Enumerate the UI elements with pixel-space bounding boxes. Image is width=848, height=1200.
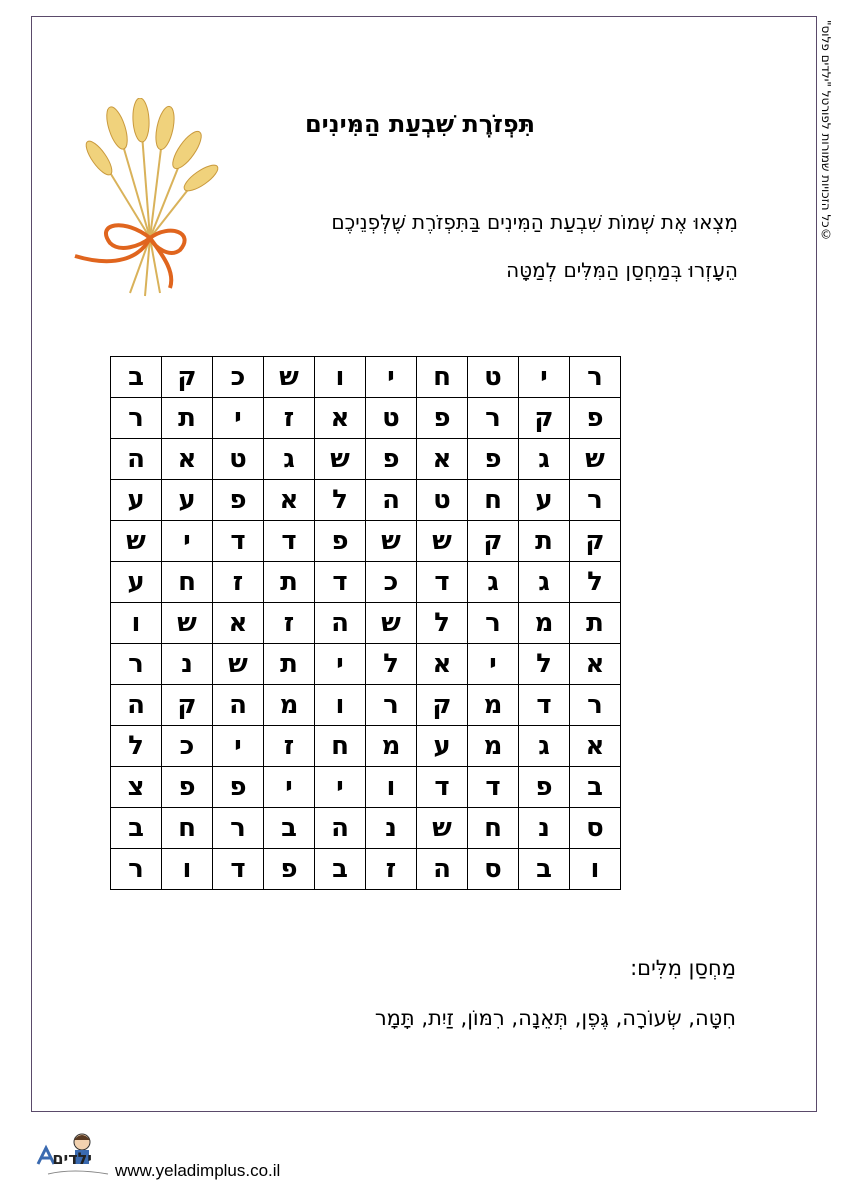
grid-cell: פ xyxy=(162,767,213,808)
grid-cell: ט xyxy=(213,439,264,480)
grid-cell: ג xyxy=(519,726,570,767)
grid-cell: נ xyxy=(162,644,213,685)
grid-cell: ת xyxy=(264,644,315,685)
grid-cell: ה xyxy=(366,480,417,521)
grid-cell: מ xyxy=(519,603,570,644)
grid-cell: א xyxy=(417,439,468,480)
grid-cell: א xyxy=(570,726,621,767)
grid-cell: ו xyxy=(162,849,213,890)
grid-cell: צ xyxy=(111,767,162,808)
grid-cell: פ xyxy=(417,398,468,439)
grid-cell: ה xyxy=(111,439,162,480)
website-url[interactable]: www.yeladimplus.co.il xyxy=(115,1161,281,1180)
grid-cell: ל xyxy=(570,562,621,603)
grid-row xyxy=(111,808,621,849)
grid-cell: ת xyxy=(162,398,213,439)
grid-cell: ו xyxy=(315,685,366,726)
grid-cell: ר xyxy=(111,849,162,890)
grid-cell: ש xyxy=(264,357,315,398)
grid-cell: ע xyxy=(111,480,162,521)
grid-row xyxy=(111,644,621,685)
grid-cell: ל xyxy=(111,726,162,767)
grid-cell: ב xyxy=(570,767,621,808)
copyright-notice: ©כל הזכויות שמורות לפורטל "ילדים פלוס" xyxy=(819,20,833,242)
grid-cell: ק xyxy=(519,398,570,439)
grid-cell: ס xyxy=(468,849,519,890)
grid-cell: ש xyxy=(213,644,264,685)
grid-cell: ה xyxy=(213,685,264,726)
grid-cell: ח xyxy=(162,562,213,603)
grid-cell: ל xyxy=(315,480,366,521)
grid-cell: ק xyxy=(468,521,519,562)
grid-cell: ט xyxy=(417,480,468,521)
grid-cell: ע xyxy=(417,726,468,767)
grid-cell: פ xyxy=(315,521,366,562)
grid-cell: י xyxy=(162,521,213,562)
grid-cell: ש xyxy=(162,603,213,644)
grid-cell: ג xyxy=(468,562,519,603)
grid-row xyxy=(111,398,621,439)
grid-row xyxy=(111,685,621,726)
grid-cell: ד xyxy=(417,767,468,808)
grid-cell: ד xyxy=(264,521,315,562)
grid-row xyxy=(111,439,621,480)
grid-cell: ז xyxy=(264,726,315,767)
grid-cell: ח xyxy=(468,480,519,521)
grid-cell: ה xyxy=(111,685,162,726)
grid-cell: פ xyxy=(264,849,315,890)
grid-cell: י xyxy=(519,357,570,398)
yeladim-plus-logo xyxy=(28,1130,118,1182)
grid-cell: ה xyxy=(315,808,366,849)
grid-cell: פ xyxy=(570,398,621,439)
grid-cell: י xyxy=(468,644,519,685)
word-bank-list: חִטָּה, שְׂעוֹרָה, גֶּפֶן, תְּאֵנָה, רִמּוֹן, זַיִת, תָּמָר xyxy=(374,1006,736,1030)
grid-cell: ר xyxy=(570,480,621,521)
grid-cell: ג xyxy=(264,439,315,480)
grid-cell: כ xyxy=(366,562,417,603)
word-search-grid xyxy=(110,356,621,890)
grid-cell: ר xyxy=(468,603,519,644)
instruction-line-2: הֵעָזְרוּ בְּמַחְסַן הַמִּלִּים לְמַטָּה xyxy=(506,258,738,282)
grid-row xyxy=(111,767,621,808)
grid-cell: ק xyxy=(162,357,213,398)
grid-cell: ט xyxy=(468,357,519,398)
grid-cell: ש xyxy=(417,521,468,562)
grid-cell: ו xyxy=(570,849,621,890)
grid-cell: כ xyxy=(213,357,264,398)
grid-cell: ב xyxy=(264,808,315,849)
grid-cell: ט xyxy=(366,398,417,439)
grid-row xyxy=(111,562,621,603)
grid-cell: ז xyxy=(264,398,315,439)
grid-cell: ב xyxy=(315,849,366,890)
grid-cell: ר xyxy=(111,644,162,685)
grid-cell: פ xyxy=(213,480,264,521)
page-title: תִּפְזֹרֶת שִׁבְעַת הַמִּינִים xyxy=(304,110,536,138)
grid-cell: ק xyxy=(570,521,621,562)
grid-cell: ק xyxy=(417,685,468,726)
instruction-line-1: מִצְאוּ אֶת שְׁמוֹת שִׁבְעַת הַמִּינִים בַּתִּפְזֹרֶת שֶׁלְּפְנֵיכֶם xyxy=(331,210,738,234)
grid-cell: ל xyxy=(417,603,468,644)
grid-cell: א xyxy=(213,603,264,644)
grid-cell: ר xyxy=(468,398,519,439)
grid-cell: ח xyxy=(315,726,366,767)
grid-row xyxy=(111,480,621,521)
grid-cell: ש xyxy=(366,521,417,562)
grid-cell: י xyxy=(315,644,366,685)
grid-cell: ד xyxy=(213,521,264,562)
grid-row xyxy=(111,726,621,767)
grid-cell: ש xyxy=(417,808,468,849)
grid-cell: ע xyxy=(519,480,570,521)
grid-cell: ר xyxy=(366,685,417,726)
grid-cell: ר xyxy=(213,808,264,849)
grid-cell: מ xyxy=(366,726,417,767)
grid-cell: כ xyxy=(162,726,213,767)
grid-cell: ג xyxy=(519,439,570,480)
grid-row xyxy=(111,521,621,562)
grid-cell: ת xyxy=(570,603,621,644)
grid-cell: ש xyxy=(570,439,621,480)
wheat-bundle-icon xyxy=(55,98,230,298)
grid-cell: י xyxy=(366,357,417,398)
grid-cell: י xyxy=(315,767,366,808)
grid-cell: א xyxy=(315,398,366,439)
grid-cell: ל xyxy=(366,644,417,685)
grid-cell: ש xyxy=(366,603,417,644)
grid-cell: ז xyxy=(213,562,264,603)
grid-cell: ו xyxy=(111,603,162,644)
grid-cell: מ xyxy=(468,685,519,726)
grid-cell: ח xyxy=(162,808,213,849)
grid-cell: ס xyxy=(570,808,621,849)
grid-cell: י xyxy=(213,398,264,439)
grid-cell: פ xyxy=(366,439,417,480)
word-bank-label: מַחְסַן מִלִּים: xyxy=(630,956,736,980)
grid-cell: ז xyxy=(366,849,417,890)
grid-cell: י xyxy=(264,767,315,808)
grid-cell: א xyxy=(264,480,315,521)
grid-row xyxy=(111,603,621,644)
grid-cell: ע xyxy=(162,480,213,521)
grid-row xyxy=(111,357,621,398)
grid-cell: ב xyxy=(519,849,570,890)
grid-cell: א xyxy=(162,439,213,480)
grid-cell: ו xyxy=(366,767,417,808)
grid-cell: ת xyxy=(264,562,315,603)
grid-cell: ב xyxy=(111,357,162,398)
grid-cell: ע xyxy=(111,562,162,603)
grid-cell: ר xyxy=(570,357,621,398)
grid-cell: מ xyxy=(468,726,519,767)
grid-cell: פ xyxy=(213,767,264,808)
grid-cell: ד xyxy=(213,849,264,890)
grid-cell: ד xyxy=(468,767,519,808)
grid-cell: ז xyxy=(264,603,315,644)
grid-cell: ג xyxy=(519,562,570,603)
grid-cell: נ xyxy=(519,808,570,849)
svg-text:ילדים: ילדים xyxy=(52,1149,92,1168)
grid-cell: א xyxy=(570,644,621,685)
grid-cell: ר xyxy=(111,398,162,439)
grid-cell: פ xyxy=(519,767,570,808)
grid-cell: ד xyxy=(519,685,570,726)
grid-cell: א xyxy=(417,644,468,685)
grid-cell: ח xyxy=(417,357,468,398)
grid-cell: ה xyxy=(315,603,366,644)
grid-cell: ש xyxy=(111,521,162,562)
grid-row xyxy=(111,849,621,890)
grid-cell: י xyxy=(213,726,264,767)
grid-cell: ד xyxy=(417,562,468,603)
grid-cell: נ xyxy=(366,808,417,849)
grid-cell: ת xyxy=(519,521,570,562)
grid-cell: ו xyxy=(315,357,366,398)
grid-cell: פ xyxy=(468,439,519,480)
grid-cell: ח xyxy=(468,808,519,849)
grid-cell: מ xyxy=(264,685,315,726)
grid-cell: ק xyxy=(162,685,213,726)
grid-cell: ל xyxy=(519,644,570,685)
grid-cell: ה xyxy=(417,849,468,890)
grid-cell: ר xyxy=(570,685,621,726)
grid-cell: ב xyxy=(111,808,162,849)
grid-cell: ד xyxy=(315,562,366,603)
grid-cell: ש xyxy=(315,439,366,480)
